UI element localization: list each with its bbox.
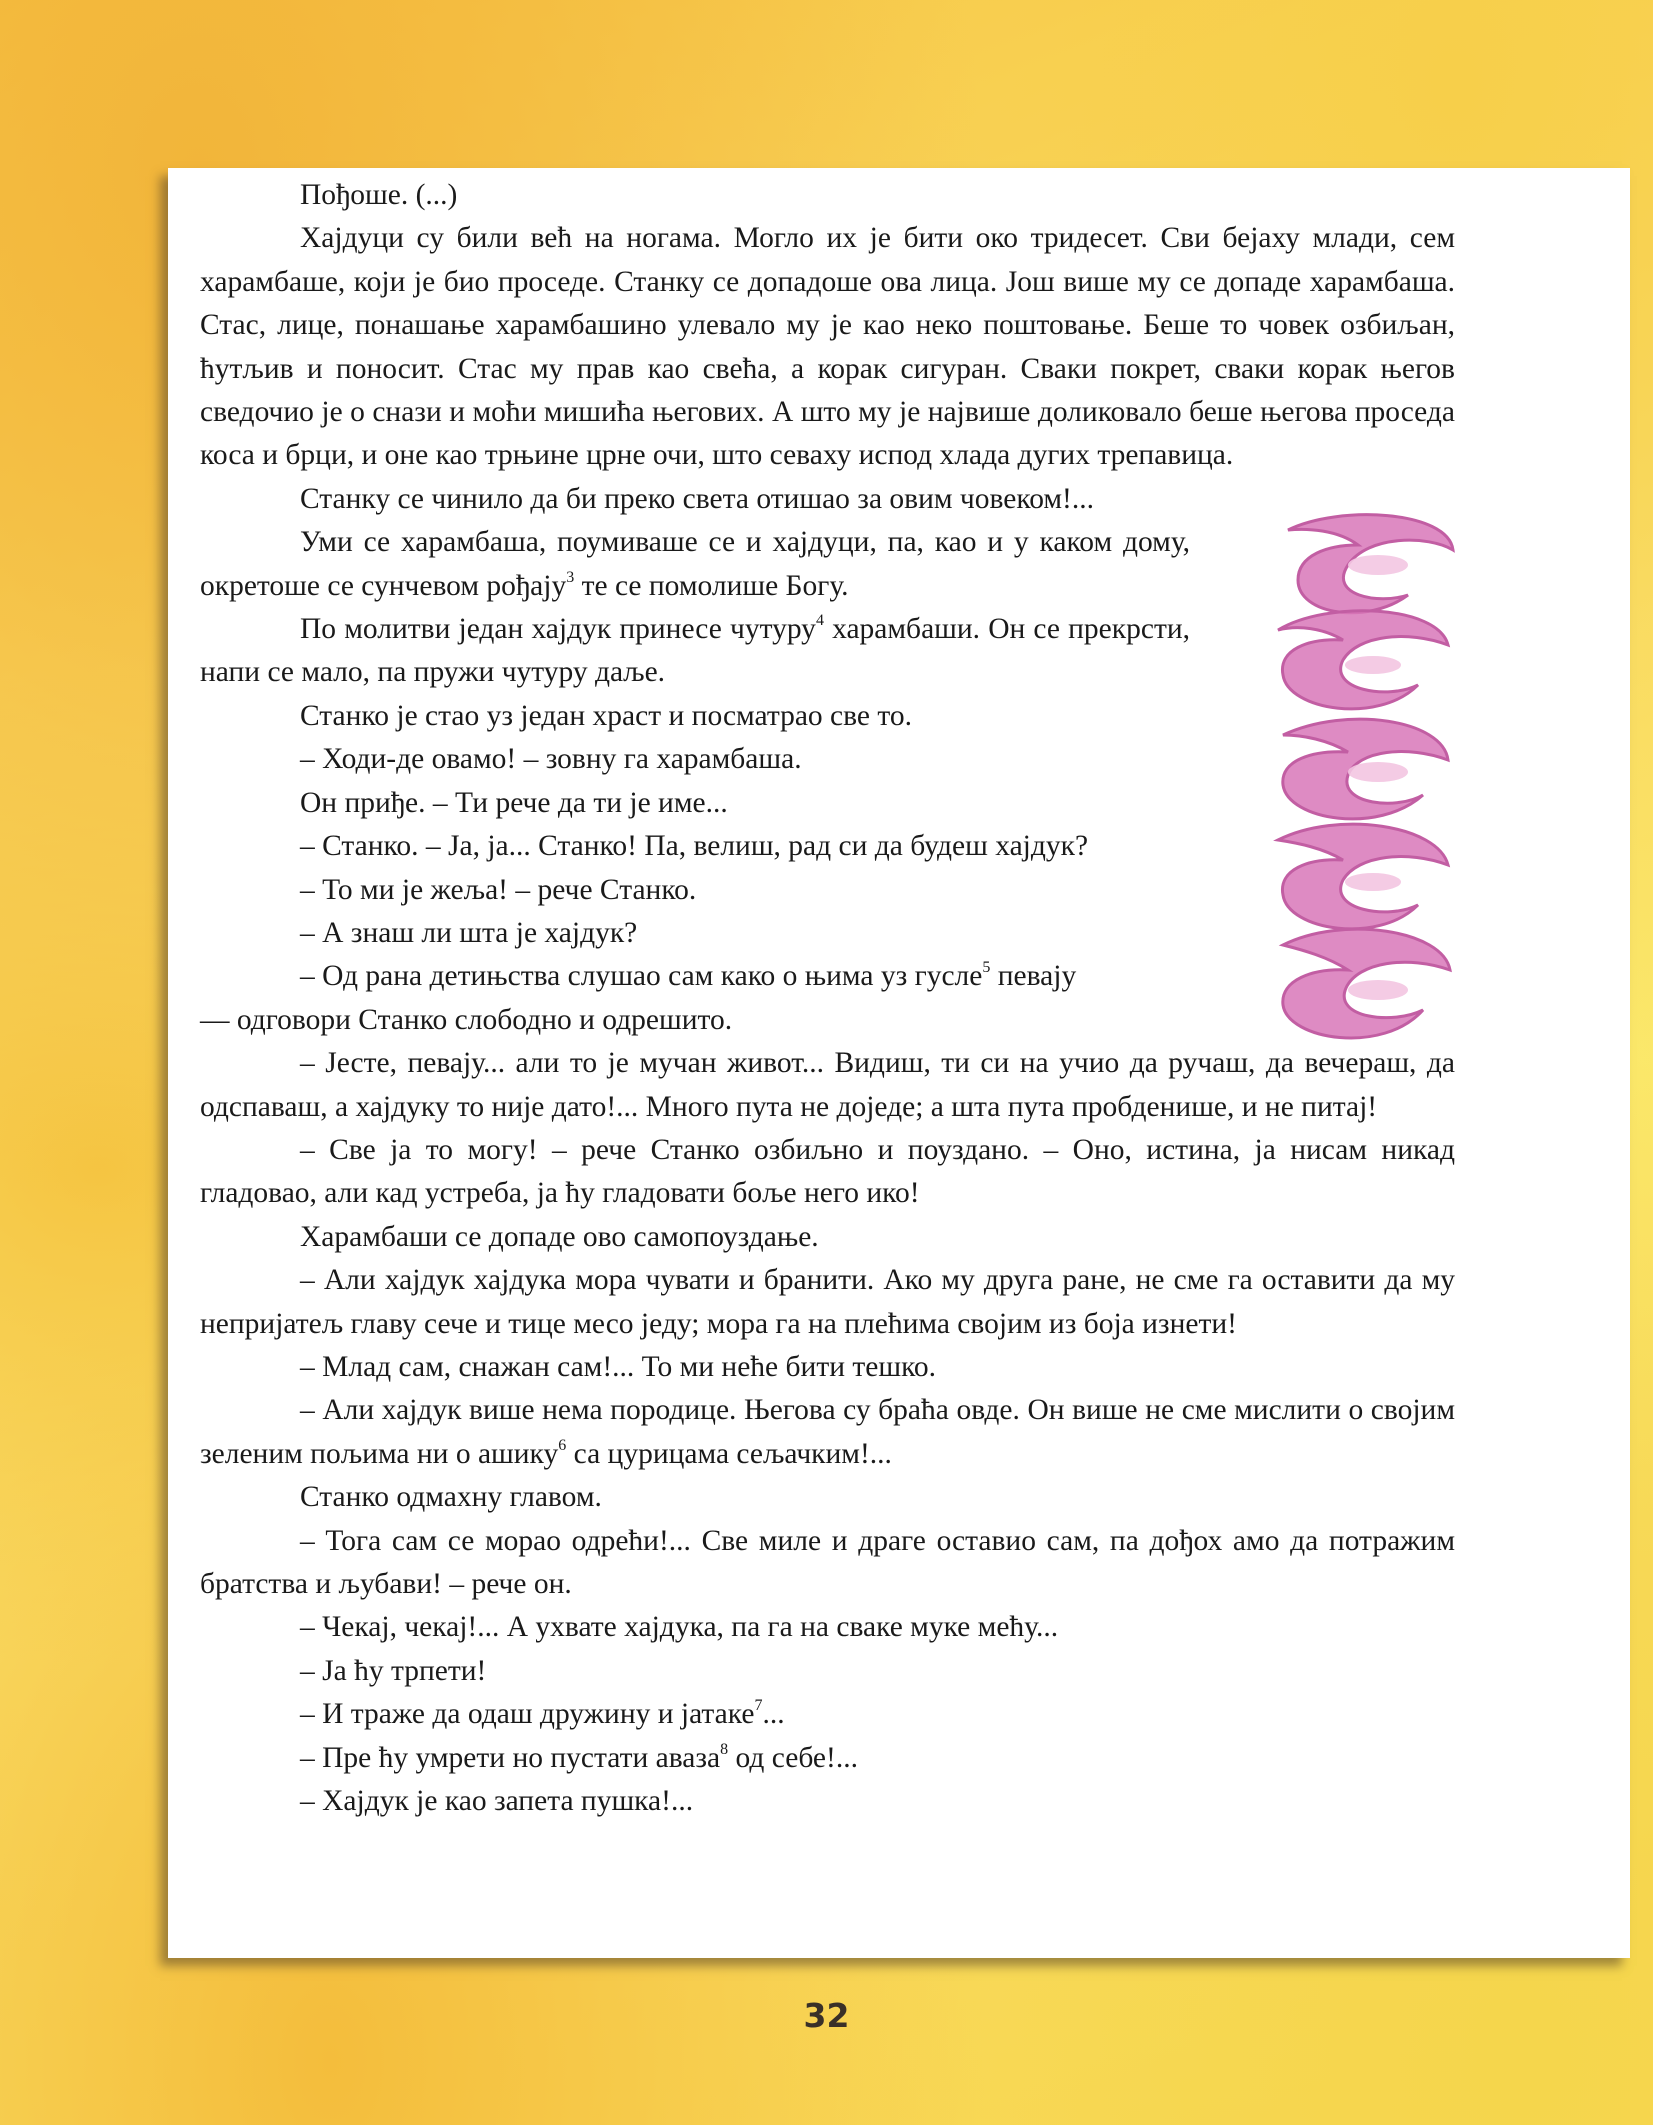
footnote-ref: 4 [815,612,824,630]
dialogue-line: – Млад сам, снажан сам!... То ми неће бити тешко. [300,1350,937,1383]
dialogue-line: – Ја ћу трпети! [300,1654,487,1687]
paragraph: По молитви један хајдук принесе чутуру$^4$ харамбаши. Он се прекрсти, напи се мало, па пружи чутуру даље. [200,612,1190,689]
paragraph: Станку се чинило да би преко света отишао за овим човеком!... [300,482,1095,515]
dialogue-line: – Хајдук је као запета пушка!... [300,1785,694,1818]
footnote-ref: 8 [720,1740,729,1758]
paragraph: Пођоше. (...) [300,179,458,211]
dialogue-line: – Чекај, чекај!... А ухвате хајдука, па га на сваке муке мећу... [300,1611,1059,1644]
dialogue-line: – И траже да одаш дружину и јатаке$^7$... [300,1697,785,1731]
footnote-ref: 7 [754,1697,763,1715]
paragraph: Станко одмахну главом. [300,1481,602,1514]
dialogue-line: – Али хајдук хајдука мора чувати и бранити. Ако му друга ране, не сме га оставити да му непријатељ главу сече и тице месо једу; мора га на плећима својим из боја изнети! [200,1264,1455,1340]
dialogue-line: – Ходи-де овамо! – зовну га харамбаша. [300,743,802,776]
page-number: 32 [803,1996,850,2035]
dialogue-line: – Али хајдук више нема породице. Његова су браћа овде. Он више не сме мислити о својим зеленим пољима ни о ашику$^6$ са цурицама сељачким!... [200,1394,1455,1470]
dialogue-line: – Од рана детињства слушао сам како о њима уз гусле$^5$ певају [300,959,1077,993]
footnote-ref: 3 [566,568,575,586]
footnote-ref: 5 [982,959,991,977]
paragraph: Харамбаши се допаде ово самопоуздање. [300,1220,819,1253]
paragraph: Станко је стао уз један храст и посматрао све то. [300,699,912,732]
dialogue-line: – Јесте, певају... али то је мучан живот... Видиш, ти си на учио да ручаш, да вечераш, да одспаваш, а хајдуку то није дато!... Много пута не доједе; а шта пута пробденише, и не питај! [200,1047,1455,1123]
dialogue-line: – Тога сам се морао одрећи!... Све миле и драге оставио сам, па дођох амо да потражим братства и љубави! – рече он. [200,1524,1455,1600]
dialogue-line: – Све ја то могу! – рече Станко озбиљно и поуздано. – Оно, истина, ја нисам никад гладовао, али кад устреба, ја ћу гладовати боље него ико! [200,1133,1455,1210]
paragraph: Уми се харамбаша, поумиваше се и хајдуци, па, као и у каком дому, окретоше се сунчевом рођају$^3$ те се помолише Богу. [200,526,1190,602]
dialogue-line: — одговори Станко слободно и одрешито. [200,1003,733,1036]
dialogue-line: – Станко. – Ја, ја... Станко! Па, велиш, рад си да будеш хајдук? [300,830,1089,863]
dialogue-line: – То ми је жеља! – рече Станко. [300,873,697,906]
dialogue-line: Он приђе. – Ти рече да ти је име... [300,786,728,819]
footnote-ref: 6 [558,1436,567,1454]
pink-swirl-ornament-icon [1258,510,1468,1070]
paragraph: Хајдуци су били већ на ногама. Могло их је бити око тридесет. Сви бејаху млади, сем харамбаше, који је био проседе. Станку се допадоше ова лица. Још више му се допаде харамбаша. Стас, лице, понашање харамбашино улевало му је као неко поштовање. Беше то човек озбиљан, ћутљив и поносит. Стас му прав као свећа, а корак сигуран. Сваки покрет, сваки корак његов сведочио је о снази и моћи мишића његових. А што му је највише доликовало беше његова проседа коса и брци, и оне као трњине црне очи, што севаху испод хлада дугих трепавица. [200,222,1455,472]
dialogue-line: – Пре ћу умрети но пустати аваза$^8$ од себе!... [300,1740,858,1774]
dialogue-line: – А знаш ли шта је хајдук? [300,916,638,949]
